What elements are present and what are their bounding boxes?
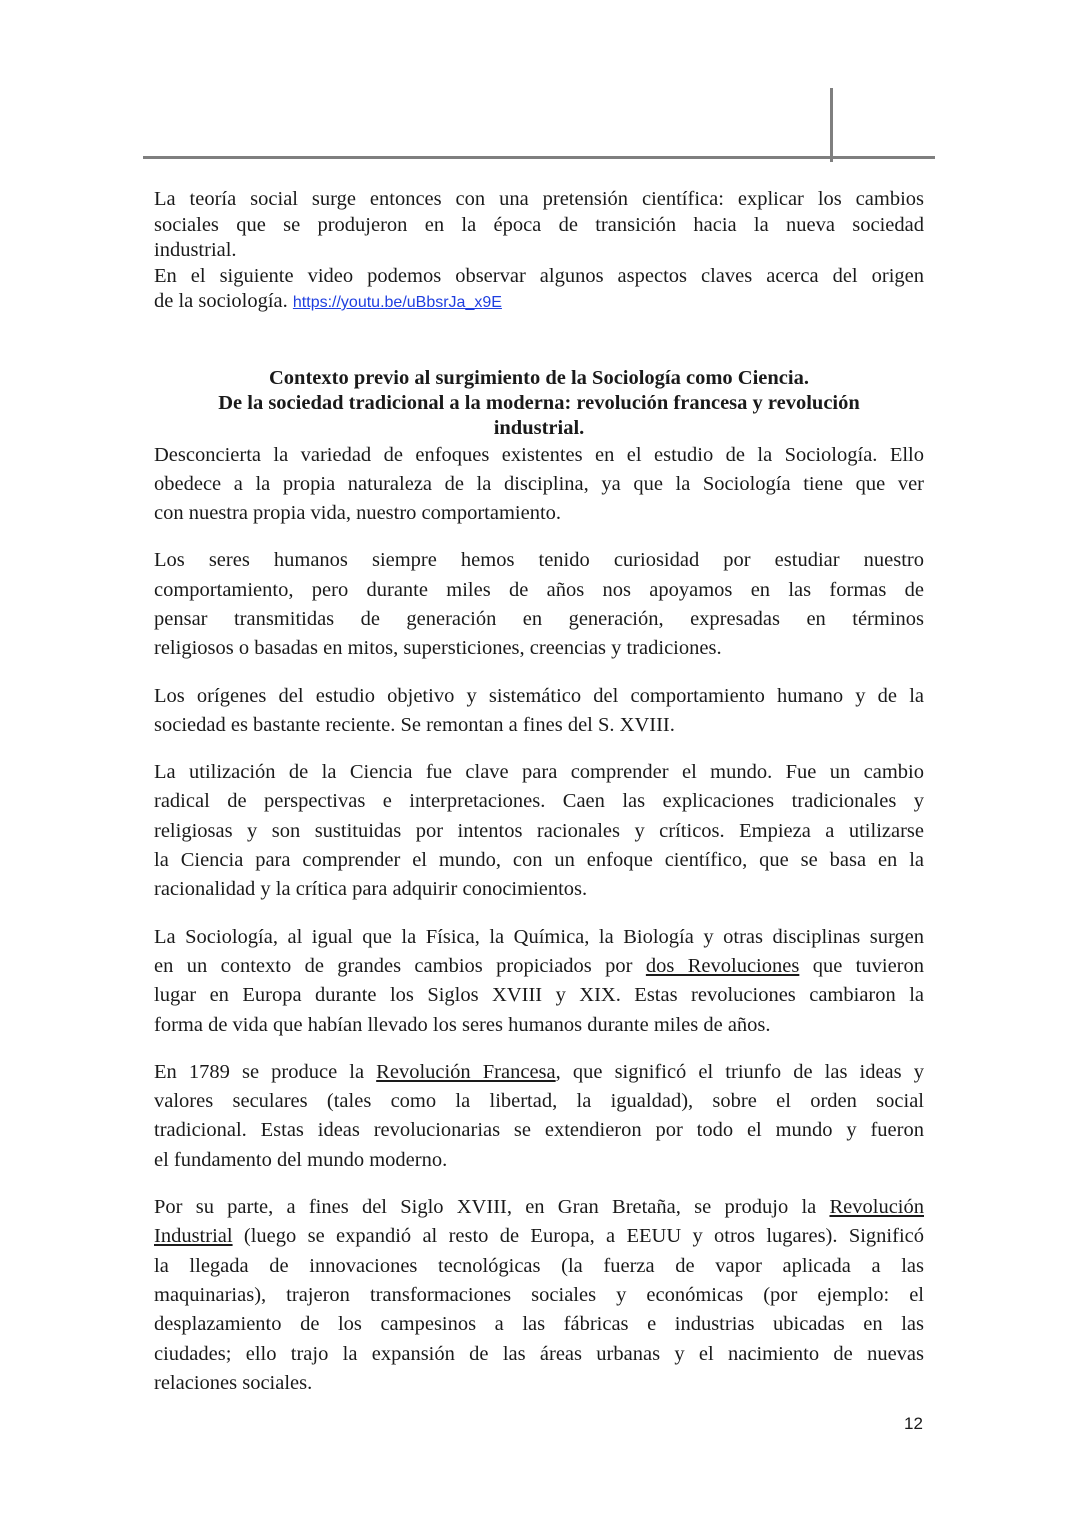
text-segment: radical de perspectivas e interpretaciones. Caen las explicaciones tradicionales y	[154, 790, 924, 813]
heading-line: De la sociedad tradicional a la moderna: revolución francesa y revolución	[218, 391, 860, 414]
text-segment: relaciones sociales.	[154, 1371, 313, 1394]
text-segment: (luego se expandió al resto de Europa, a EEUU y otros lugares). Significó	[232, 1225, 924, 1248]
text-line	[154, 1369, 924, 1398]
text-segment: La teoría social surge entonces con una pretensión científica: explicar los cambios	[154, 188, 924, 210]
text-segment: En el siguiente video podemos observar algunos aspectos claves acerca del origen	[154, 264, 924, 287]
paragraph	[154, 1058, 924, 1175]
text-line	[154, 187, 924, 213]
text-segment: Desconcierta la variedad de enfoques existentes en el estudio de la Sociología. Ello	[154, 443, 924, 466]
text-segment: ciudades; ello trajo la expansión de las áreas urbanas y el nacimiento de nuevas	[154, 1342, 924, 1365]
text-line	[154, 981, 924, 1010]
heading-line: industrial.	[493, 416, 585, 439]
text-line	[154, 711, 924, 740]
text-segment: La utilización de la Ciencia fue clave para comprender el mundo. Fue un cambio	[154, 761, 924, 784]
heading-line: Contexto previo al surgimiento de la Sociología como Ciencia.	[269, 366, 809, 389]
text-line	[154, 470, 924, 499]
section-heading	[154, 366, 924, 441]
text-line	[154, 238, 924, 264]
text-segment: con nuestra propia vida, nuestro comportamiento.	[154, 502, 562, 525]
video-link[interactable]: https://youtu.be/uBbsrJa_x9E	[292, 294, 502, 311]
paragraph	[154, 682, 924, 741]
text-segment: forma de vida que habían llevado los seres humanos durante miles de años.	[154, 1013, 771, 1036]
text-segment: sociedad es bastante reciente. Se remontan a fines del S. XVIII.	[154, 713, 675, 736]
text-segment: en un contexto de grandes cambios propiciados por	[154, 954, 646, 977]
header-rule	[143, 156, 935, 159]
text-segment: religiosas y son sustituidas por intentos racionales y críticos. Empieza a utilizarse	[154, 819, 924, 842]
text-line	[154, 499, 924, 528]
underlined-term: Revolución	[829, 1196, 924, 1219]
text-segment: pensar transmitidas de generación en generación, expresadas en términos	[154, 607, 924, 630]
section-body	[154, 441, 924, 1399]
text-line	[154, 787, 924, 816]
text-segment: Por su parte, a fines del Siglo XVIII, en Gran Bretaña, se produjo la	[154, 1196, 830, 1219]
page-number: 12	[904, 1414, 923, 1433]
page-content	[154, 187, 924, 1416]
text-segment: valores seculares (tales como la libertad, la igualdad), sobre el orden social	[154, 1090, 924, 1113]
underlined-term: dos Revoluciones	[645, 954, 800, 977]
text-line	[154, 264, 924, 290]
text-line	[154, 634, 924, 663]
text-segment: que tuvieron	[799, 954, 925, 977]
text-line	[154, 817, 924, 846]
text-segment: Los orígenes del estudio objetivo y sistemático del comportamiento humano y de la	[154, 684, 924, 707]
text-segment: industrial.	[154, 239, 237, 261]
text-line	[154, 846, 924, 875]
intro-paragraph	[154, 187, 924, 316]
paragraph	[154, 546, 924, 663]
text-line	[154, 576, 924, 605]
text-line	[154, 1281, 924, 1310]
text-line	[154, 1087, 924, 1116]
text-line	[154, 213, 924, 239]
text-line	[154, 1146, 924, 1175]
text-line	[154, 1252, 924, 1281]
paragraph	[154, 758, 924, 904]
text-segment: comportamiento, pero durante miles de años nos apoyamos en las formas de	[154, 578, 924, 601]
text-segment: tradicional. Estas ideas revolucionarias se extendieron por todo el mundo y fueron	[154, 1119, 924, 1142]
text-segment: racionalidad y la crítica para adquirir conocimientos.	[154, 878, 588, 901]
text-segment: desplazamiento de los campesinos a las fábricas e industrias ubicadas en las	[154, 1313, 924, 1336]
text-segment: el fundamento del mundo moderno.	[154, 1148, 448, 1171]
text-segment: Los seres humanos siempre hemos tenido curiosidad por estudiar nuestro	[154, 549, 924, 572]
text-line	[154, 1222, 924, 1251]
text-segment: sociales que se produjeron en la época de transición hacia la nueva sociedad	[154, 213, 924, 236]
text-line	[154, 1310, 924, 1339]
text-line	[154, 682, 924, 711]
text-segment: , que significó el triunfo de las ideas y	[555, 1060, 924, 1083]
paragraph	[154, 1193, 924, 1398]
text-line	[154, 875, 924, 904]
header-divider	[830, 88, 833, 162]
text-segment: de la sociología.	[154, 290, 293, 312]
text-line	[154, 758, 924, 787]
text-segment: lugar en Europa durante los Siglos XVIII y XIX. Estas revoluciones cambiaron la	[154, 984, 924, 1007]
text-segment: En 1789 se produce la	[154, 1060, 377, 1083]
paragraph	[154, 923, 924, 1040]
text-line	[154, 605, 924, 634]
text-line	[154, 952, 924, 981]
text-segment: la llegada de innovaciones tecnológicas (la fuerza de vapor aplicada a las	[154, 1254, 924, 1277]
text-line	[154, 1116, 924, 1145]
text-segment: La Sociología, al igual que la Física, la Química, la Biología y otras disciplinas surgen	[154, 925, 924, 948]
text-line	[154, 1193, 924, 1222]
text-segment: maquinarias), trajeron transformaciones sociales y económicas (por ejemplo: el	[154, 1283, 924, 1306]
text-segment: religiosos o basadas en mitos, supersticiones, creencias y tradiciones.	[154, 637, 722, 660]
text-line	[154, 1011, 924, 1040]
text-line	[154, 289, 924, 316]
text-line	[154, 546, 924, 575]
text-line	[154, 441, 924, 470]
text-line	[154, 1340, 924, 1369]
underlined-term: Industrial	[154, 1225, 233, 1248]
underlined-term: Revolución Francesa	[376, 1060, 556, 1083]
text-segment: la Ciencia para comprender el mundo, con un enfoque científico, que se basa en la	[154, 849, 924, 872]
text-line	[154, 1058, 924, 1087]
paragraph	[154, 441, 924, 529]
text-segment: obedece a la propia naturaleza de la disciplina, ya que la Sociología tiene que ver	[154, 472, 924, 495]
text-line	[154, 923, 924, 952]
